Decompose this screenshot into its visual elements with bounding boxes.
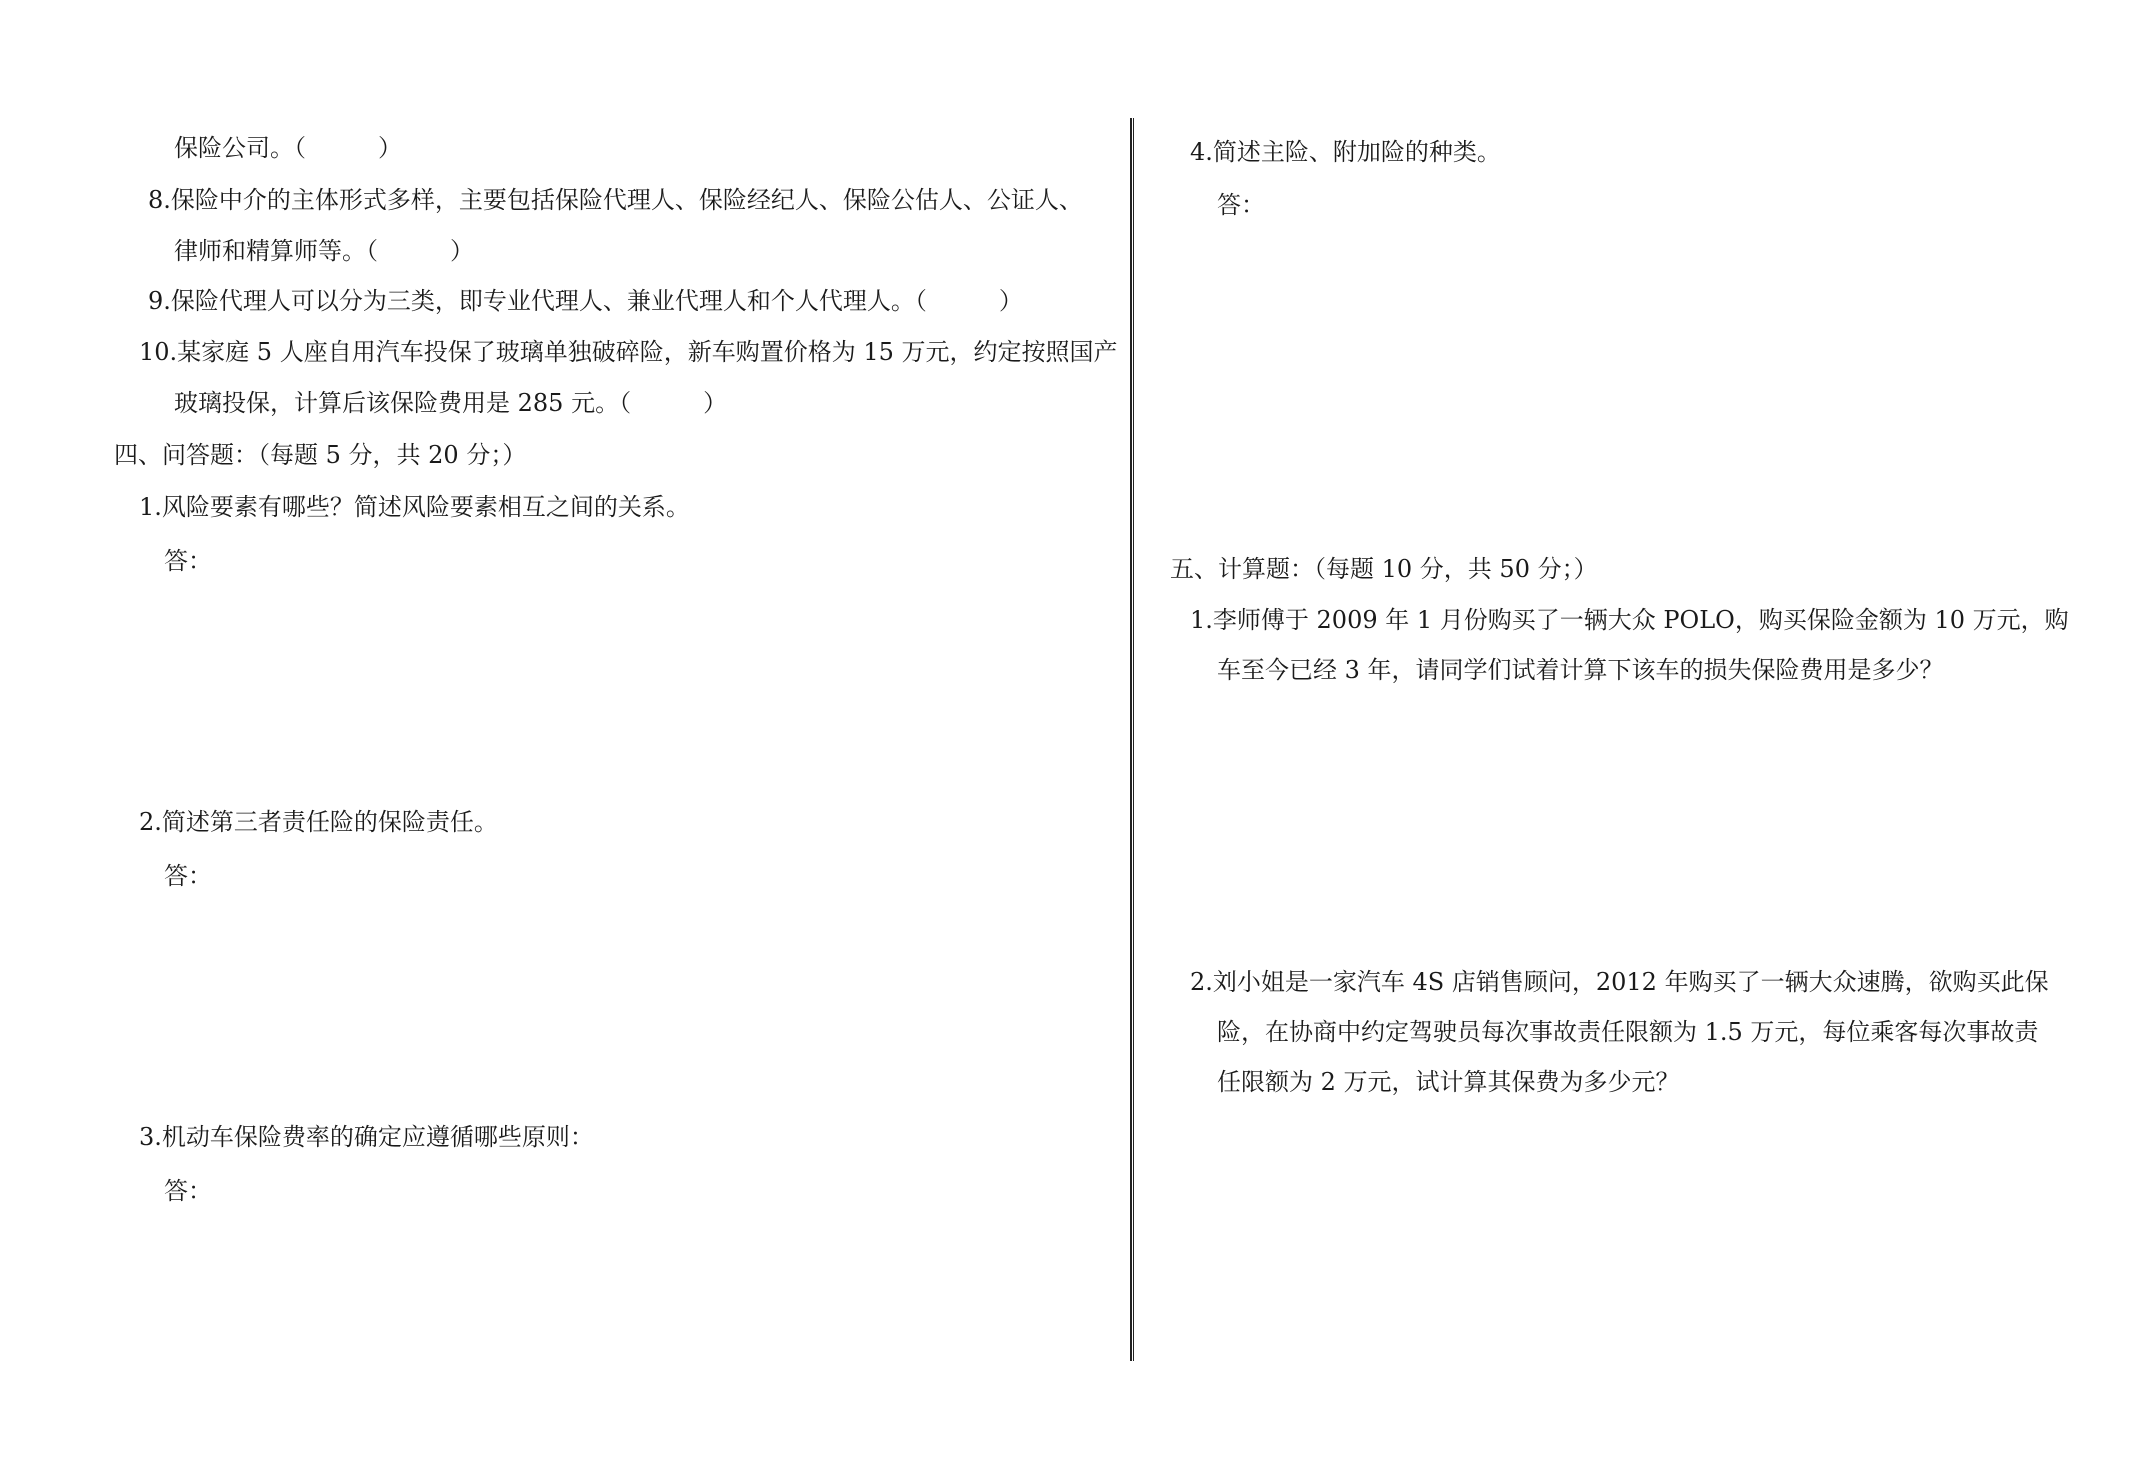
section-5-heading: 五、计算题：（每题 10 分，共 50 分；） <box>1170 555 1598 583</box>
question-10-line-1: 10.某家庭 5 人座自用汽车投保了玻璃单独破碎险，新车购置价格为 15 万元，约定按照国产 <box>139 338 1118 366</box>
section-5-question-2-line-2: 险，在协商中约定驾驶员每次事故责任限额为 1.5 万元，每位乘客每次事故责 <box>1217 1018 2039 1046</box>
section-4-question-1: 1.风险要素有哪些？简述风险要素相互之间的关系。 <box>139 493 690 521</box>
section-4-question-3-answer-label: 答： <box>164 1177 212 1205</box>
section-4-heading: 四、问答题：（每题 5 分，共 20 分；） <box>114 441 527 469</box>
section-4-question-2-answer-label: 答： <box>164 862 212 890</box>
question-10-line-2: 玻璃投保，计算后该保险费用是 285 元。（ ） <box>174 389 728 417</box>
section-4-question-4-answer-label: 答： <box>1217 191 1265 219</box>
section-4-question-4: 4.简述主险、附加险的种类。 <box>1190 138 1501 166</box>
column-divider <box>1130 118 1134 1361</box>
question-8-line-1: 8.保险中介的主体形式多样，主要包括保险代理人、保险经纪人、保险公估人、公证人、 <box>148 186 1083 214</box>
section-5-question-2-line-3: 任限额为 2 万元，试计算其保费为多少元？ <box>1217 1068 1680 1096</box>
section-5-question-2-line-1: 2.刘小姐是一家汽车 4S 店销售顾问，2012 年购买了一辆大众速腾，欲购买此保 <box>1190 968 2049 996</box>
question-8-line-2: 律师和精算师等。（ ） <box>174 237 474 265</box>
question-9: 9.保险代理人可以分为三类，即专业代理人、兼业代理人和个人代理人。（ ） <box>148 287 1023 315</box>
question-7-continuation: 保险公司。（ ） <box>174 134 402 162</box>
section-4-question-1-answer-label: 答： <box>164 547 212 575</box>
section-4-question-3: 3.机动车保险费率的确定应遵循哪些原则： <box>139 1123 594 1151</box>
section-5-question-1-line-1: 1.李师傅于 2009 年 1 月份购买了一辆大众 POLO，购买保险金额为 10 万元，购 <box>1190 606 2069 634</box>
section-5-question-1-line-2: 车至今已经 3 年，请同学们试着计算下该车的损失保险费用是多少？ <box>1217 656 1944 684</box>
section-4-question-2: 2.简述第三者责任险的保险责任。 <box>139 808 498 836</box>
